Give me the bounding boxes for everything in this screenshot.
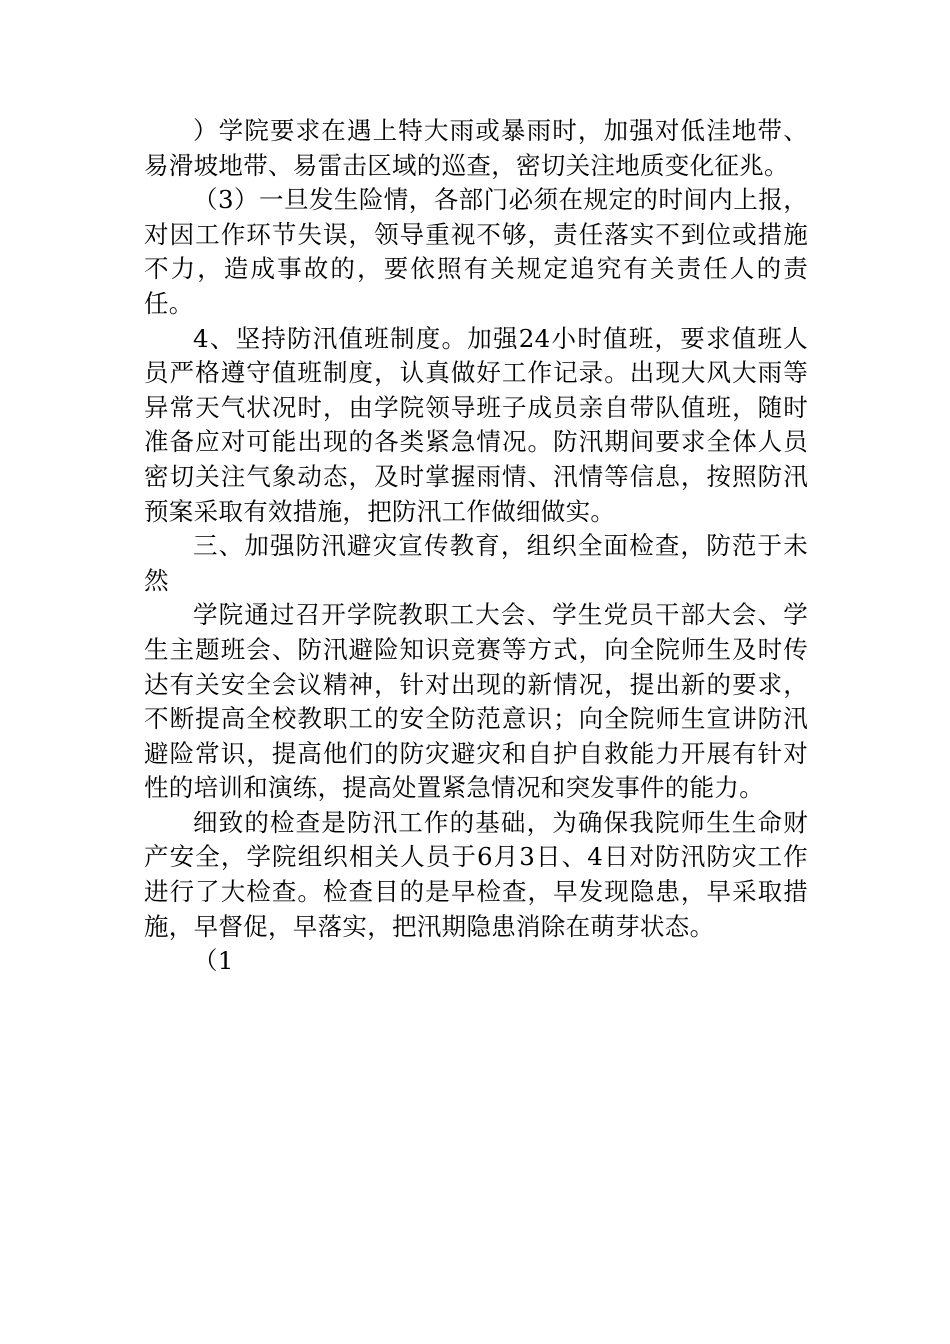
paragraph-duty-system: 4、坚持防汛值班制度。加强24小时值班，要求值班人员严格遵守值班制度，认真做好工作记录。出现大风大雨等异常天气状况时，由学院领导班子成员亲自带队值班，随时准备应对可能出现的各类紧急情况。防汛期间要求全体人员密切关注气象动态，及时掌握雨情、汛情等信息，按照防汛预案采取有效措施，把防汛工作做细做实。 <box>144 323 808 526</box>
paragraph-comprehensive-inspection: 细致的检查是防汛工作的基础，为确保我院师生生命财产安全，学院组织相关人员于6月3日、4日对防汛防灾工作进行了大检查。检查目的是早检查，早发现隐患，早采取措施，早督促，早落实，把汛期隐患消除在萌芽状态。 <box>144 807 808 941</box>
section-heading-education-inspection: 三、加强防汛避灾宣传教育，组织全面检查，防范于未然 <box>144 531 808 595</box>
paragraph-publicity-education: 学院通过召开学院教职工大会、学生党员干部大会、学生主题班会、防汛避险知识竞赛等方式，向全院师生及时传达有关安全会议精神，针对出现的新情况，提出新的要求，不断提高全校教职工的安全防范意识；向全院师生宣讲防汛避险常识，提高他们的防灾避灾和自护自救能力开展有针对性的培训和演练，提高处置紧急情况和突发事件的能力。 <box>144 600 808 803</box>
paragraph-inspection-requirement: ）学院要求在遇上特大雨或暴雨时，加强对低洼地带、易滑坡地带、易雷击区域的巡查，密切关注地质变化征兆。 <box>144 116 808 180</box>
paragraph-list-start: （1 <box>193 946 234 976</box>
document-body <box>144 114 808 979</box>
paragraph-risk-reporting: （3）一旦发生险情，各部门必须在规定的时间内上报，对因工作环节失误，领导重视不够，责任落实不到位或措施不力，造成事故的，要依照有关规定追究有关责任人的责任。 <box>144 185 808 318</box>
